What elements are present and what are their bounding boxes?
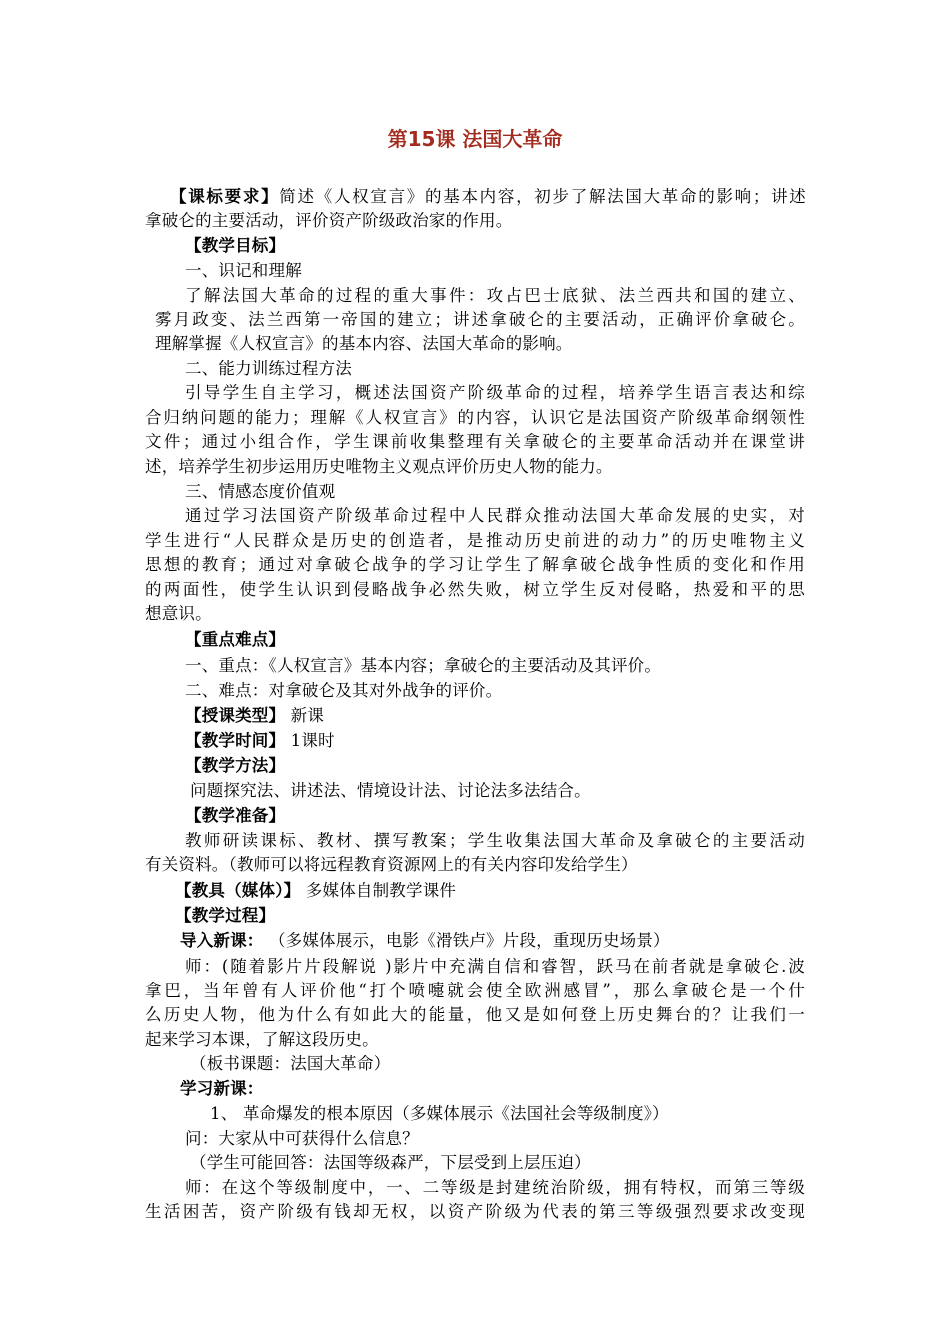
text-line <box>175 879 456 903</box>
text-line <box>185 504 805 528</box>
line-text: 多媒体自制教学课件 <box>300 881 457 900</box>
line-text: 拿巴，当年曾有人评价他“打个喷嚏就会使全欧洲感冒”，那么拿破仑是一个什 <box>145 981 805 1000</box>
line-text: 1、 革命爆发的根本原因（多媒体展示《法国社会等级制度》） <box>210 1104 669 1123</box>
line-text: 二、能力训练过程方法 <box>185 359 352 378</box>
text-line <box>145 578 805 602</box>
text-line <box>145 1200 805 1224</box>
text-line <box>145 853 638 877</box>
text-line <box>145 455 613 479</box>
text-line <box>190 1151 591 1175</box>
text-line <box>155 308 805 332</box>
text-line <box>185 955 805 979</box>
text-line <box>185 381 805 405</box>
line-text: 了解法国大革命的过程的重大事件：攻占巴士底狱、法兰西共和国的建立、 <box>185 286 805 305</box>
line-text: （学生可能回答：法国等级森严，下层受到上层压迫） <box>190 1153 591 1172</box>
text-line <box>145 430 805 454</box>
text-line <box>145 406 805 430</box>
text-line <box>185 704 324 728</box>
line-text: 通过学习法国资产阶级革命过程中人民群众推动法国大革命发展的史实，对 <box>185 506 805 525</box>
text-line <box>185 480 335 504</box>
line-text: 起来学习本课，了解这段历史。 <box>145 1030 379 1049</box>
text-line <box>210 1102 669 1126</box>
line-text: 述，培养学生初步运用历史唯物主义观点评价历史人物的能力。 <box>145 457 613 476</box>
text-line <box>185 729 335 753</box>
text-line <box>185 679 502 703</box>
section-heading: 导入新课： <box>180 931 264 950</box>
section-heading: 学习新课： <box>180 1079 264 1098</box>
line-text: （多媒体展示，电影《滑铁卢》片段，重现历史场景） <box>263 931 670 950</box>
line-text: 思想的教育；通过对拿破仑战争的学习让学生了解拿破仑战争性质的变化和作用 <box>145 555 805 574</box>
text-line <box>185 284 805 308</box>
text-line <box>180 1077 264 1101</box>
line-text: 文件；通过小组合作，学生课前收集整理有关拿破仑的主要革命活动并在课堂讲 <box>145 432 805 451</box>
text-line <box>145 602 212 626</box>
section-heading: 【课标要求】 <box>170 187 280 206</box>
text-line <box>185 357 352 381</box>
text-line <box>185 804 285 828</box>
text-line <box>185 754 285 778</box>
text-line <box>155 332 573 356</box>
section-heading: 【教学过程】 <box>175 906 276 925</box>
line-text: 问：大家从中可获得什么信息？ <box>185 1129 419 1148</box>
line-text: 1课时 <box>285 731 335 750</box>
line-text: 问题探究法、讲述法、情境设计法、讨论法多法结合。 <box>190 781 591 800</box>
line-text: 的两面性，使学生认识到侵略战争必然失败，树立学生反对侵略，热爱和平的思 <box>145 580 805 599</box>
line-text: 二、难点：对拿破仑及其对外战争的评价。 <box>185 681 503 700</box>
line-text: 师：在这个等级制度中，一、二等级是封建统治阶级，拥有特权，而第三等级 <box>185 1178 805 1197</box>
line-text: 生活困苦，资产阶级有钱却无权，以资产阶级为代表的第三等级强烈要求改变现 <box>145 1202 805 1221</box>
section-heading: 【教学方法】 <box>185 756 286 775</box>
line-text: 一、识记和理解 <box>185 261 302 280</box>
line-text: 学生进行“人民群众是历史的创造者，是推动历史前进的动力”的历史唯物主义 <box>145 531 805 550</box>
text-line <box>185 1176 805 1200</box>
text-line <box>190 1052 390 1076</box>
line-text: 有关资料。（教师可以将远程教育资源网上的有关内容印发给学生） <box>145 855 638 874</box>
text-line <box>145 1028 379 1052</box>
line-text: （板书课题：法国大革命） <box>190 1054 391 1073</box>
line-text: 么历史人物，他为什么有如此大的能量，他又是如何登上历史舞台的？让我们一 <box>145 1005 805 1024</box>
line-text: 简述《人权宣言》的基本内容，初步了解法国大革命的影响；讲述 <box>279 187 806 206</box>
text-line <box>185 628 285 652</box>
text-line <box>180 929 670 953</box>
line-text: 雾月政变、法兰西第一帝国的建立；讲述拿破仑的主要活动，正确评价拿破仑。 <box>155 310 805 329</box>
text-line <box>175 904 275 928</box>
text-line <box>185 829 805 853</box>
text-line <box>145 553 805 577</box>
line-text: 一、重点：《人权宣言》基本内容；拿破仑的主要活动及其评价。 <box>185 656 662 675</box>
section-heading: 【重点难点】 <box>185 630 286 649</box>
line-text: 合归纳问题的能力；理解《人权宣言》的内容，认识它是法国资产阶级革命纲领性 <box>145 408 805 427</box>
text-line <box>190 779 591 803</box>
section-heading: 【教具（媒体）】 <box>175 881 301 900</box>
line-text: 想意识。 <box>145 604 212 623</box>
section-heading: 【教学目标】 <box>185 236 286 255</box>
line-text: 引导学生自主学习，概述法国资产阶级革命的过程，培养学生语言表达和综 <box>185 383 805 402</box>
text-line <box>145 529 805 553</box>
text-line <box>185 1127 419 1151</box>
text-line <box>145 209 512 233</box>
line-text: 师：(随着影片片段解说 )影片中充满自信和睿智，跃马在前者就是拿破仑.波 <box>185 957 805 976</box>
line-text: 理解掌握《人权宣言》的基本内容、法国大革命的影响。 <box>155 334 573 353</box>
line-text: 新课 <box>285 706 325 725</box>
section-heading: 【教学时间】 <box>185 731 286 750</box>
text-line <box>185 259 302 283</box>
line-text: 三、情感态度价值观 <box>185 482 336 501</box>
text-line <box>185 654 661 678</box>
section-heading: 【教学准备】 <box>185 806 286 825</box>
section-heading: 【授课类型】 <box>185 706 286 725</box>
text-line <box>145 979 805 1003</box>
text-line <box>185 234 285 258</box>
text-line <box>170 185 806 209</box>
line-text: 教师研读课标、教材、撰写教案；学生收集法国大革命及拿破仑的主要活动 <box>185 831 805 850</box>
text-line <box>145 1003 805 1027</box>
line-text: 拿破仑的主要活动，评价资产阶级政治家的作用。 <box>145 211 513 230</box>
page-title: 第15课 法国大革命 <box>387 127 563 151</box>
